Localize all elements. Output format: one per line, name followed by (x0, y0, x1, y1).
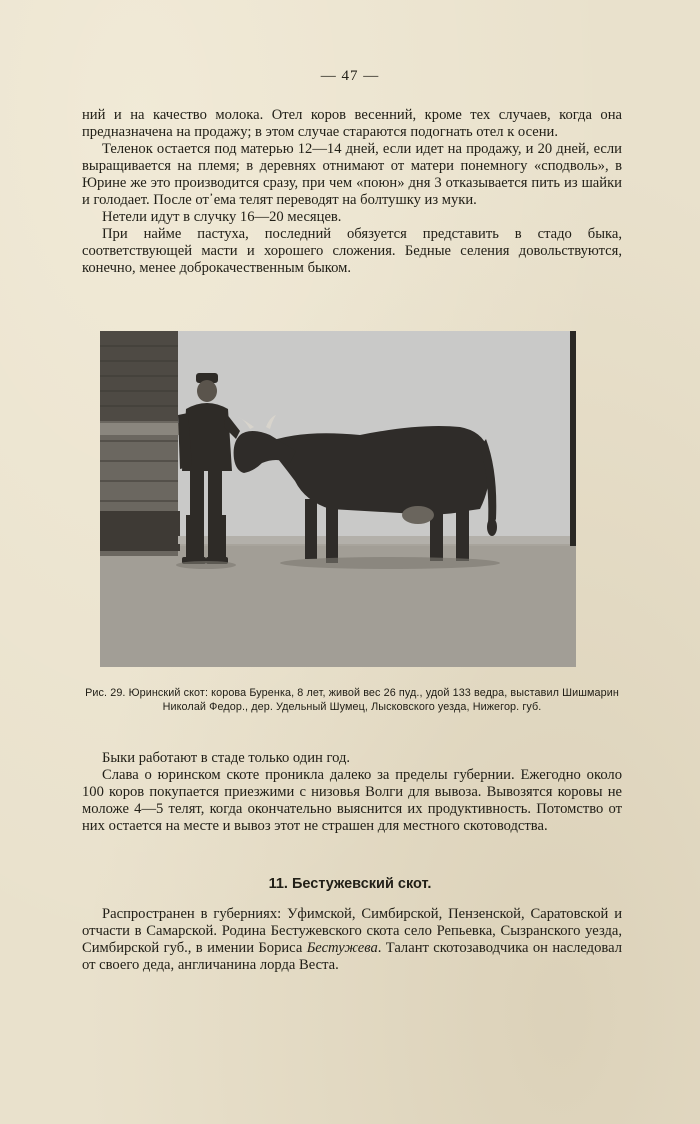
paragraph-fame: Слава о юринском скоте проникла далеко за пределы губернии. Ежегодно около 100 коров покупается приезжими с низовья Волги для вывоза. Вывозятся коровы не моложе 4—5 телят, когда окончательно выяснится их продуктивность. Потомство от них остается на месте и вывоз этот не страшен для местного скотоводства. (82, 767, 622, 834)
paragraph-bestuzhev-part1: Распространен в губерниях: Уфимской, Симбирской, Пензенской, Саратовской и отчасти в Самарской. Родина Бестужевского скота село Репьевка, Сызранского уезда, Симбирской губ., в имении Бориса (82, 906, 622, 956)
page-number: — 47 — (320, 68, 380, 84)
cow-photograph (100, 331, 576, 667)
paragraph-continuation: ний и на качество молока. Отел коров весенний, кроме тех случаев, когда она предназначена на продажу; в этом случае стараются подогнать отел к осени. (82, 107, 622, 140)
paragraph-heifers: Нетели идут в случку 16—20 месяцев. (102, 209, 342, 225)
paragraph-bestuzhev (82, 906, 622, 974)
paragraph-calf: Теленок остается под матерью 12—14 дней, если идет на продажу, и 20 дней, если выращивается на племя; в деревнях отнимают от матери понемногу «сподволь», в Юрине же это производится сразу, при чем «поюн» дня 3 отказывается пить из шайки и голодает. После от᾽ема телят переводят на болтушку из муки. (82, 141, 622, 208)
paragraph-bestuzhev-part2: . Талант скотозаводчика он наследовал от своего деда, англичанина лорда Веста. (82, 940, 622, 973)
section-heading: 11. Бестужевский скот. (268, 876, 432, 892)
top-text-block (82, 107, 622, 277)
paragraph-bulls: Быки работают в стаде только один год. (102, 750, 351, 766)
paragraph-shepherd: При найме пастуха, последний обязуется представить в стадо быка, соответствующей масти и хорошего сложения. Бедные селения довольствуются, конечно, менее доброкачественным быком. (82, 226, 622, 276)
middle-text-block (82, 750, 622, 835)
bottom-text-block (82, 906, 622, 974)
italic-name: Бестужева (306, 940, 378, 956)
figure-caption: Рис. 29. Юринский скот: корова Буренка, 8 лет, живой вес 26 пуд., удой 133 ведра, выставил Шишмарин Николай Федор., дер. Удельный Шумец, Лысковского уезда, Нижегор. губ. (85, 687, 619, 713)
